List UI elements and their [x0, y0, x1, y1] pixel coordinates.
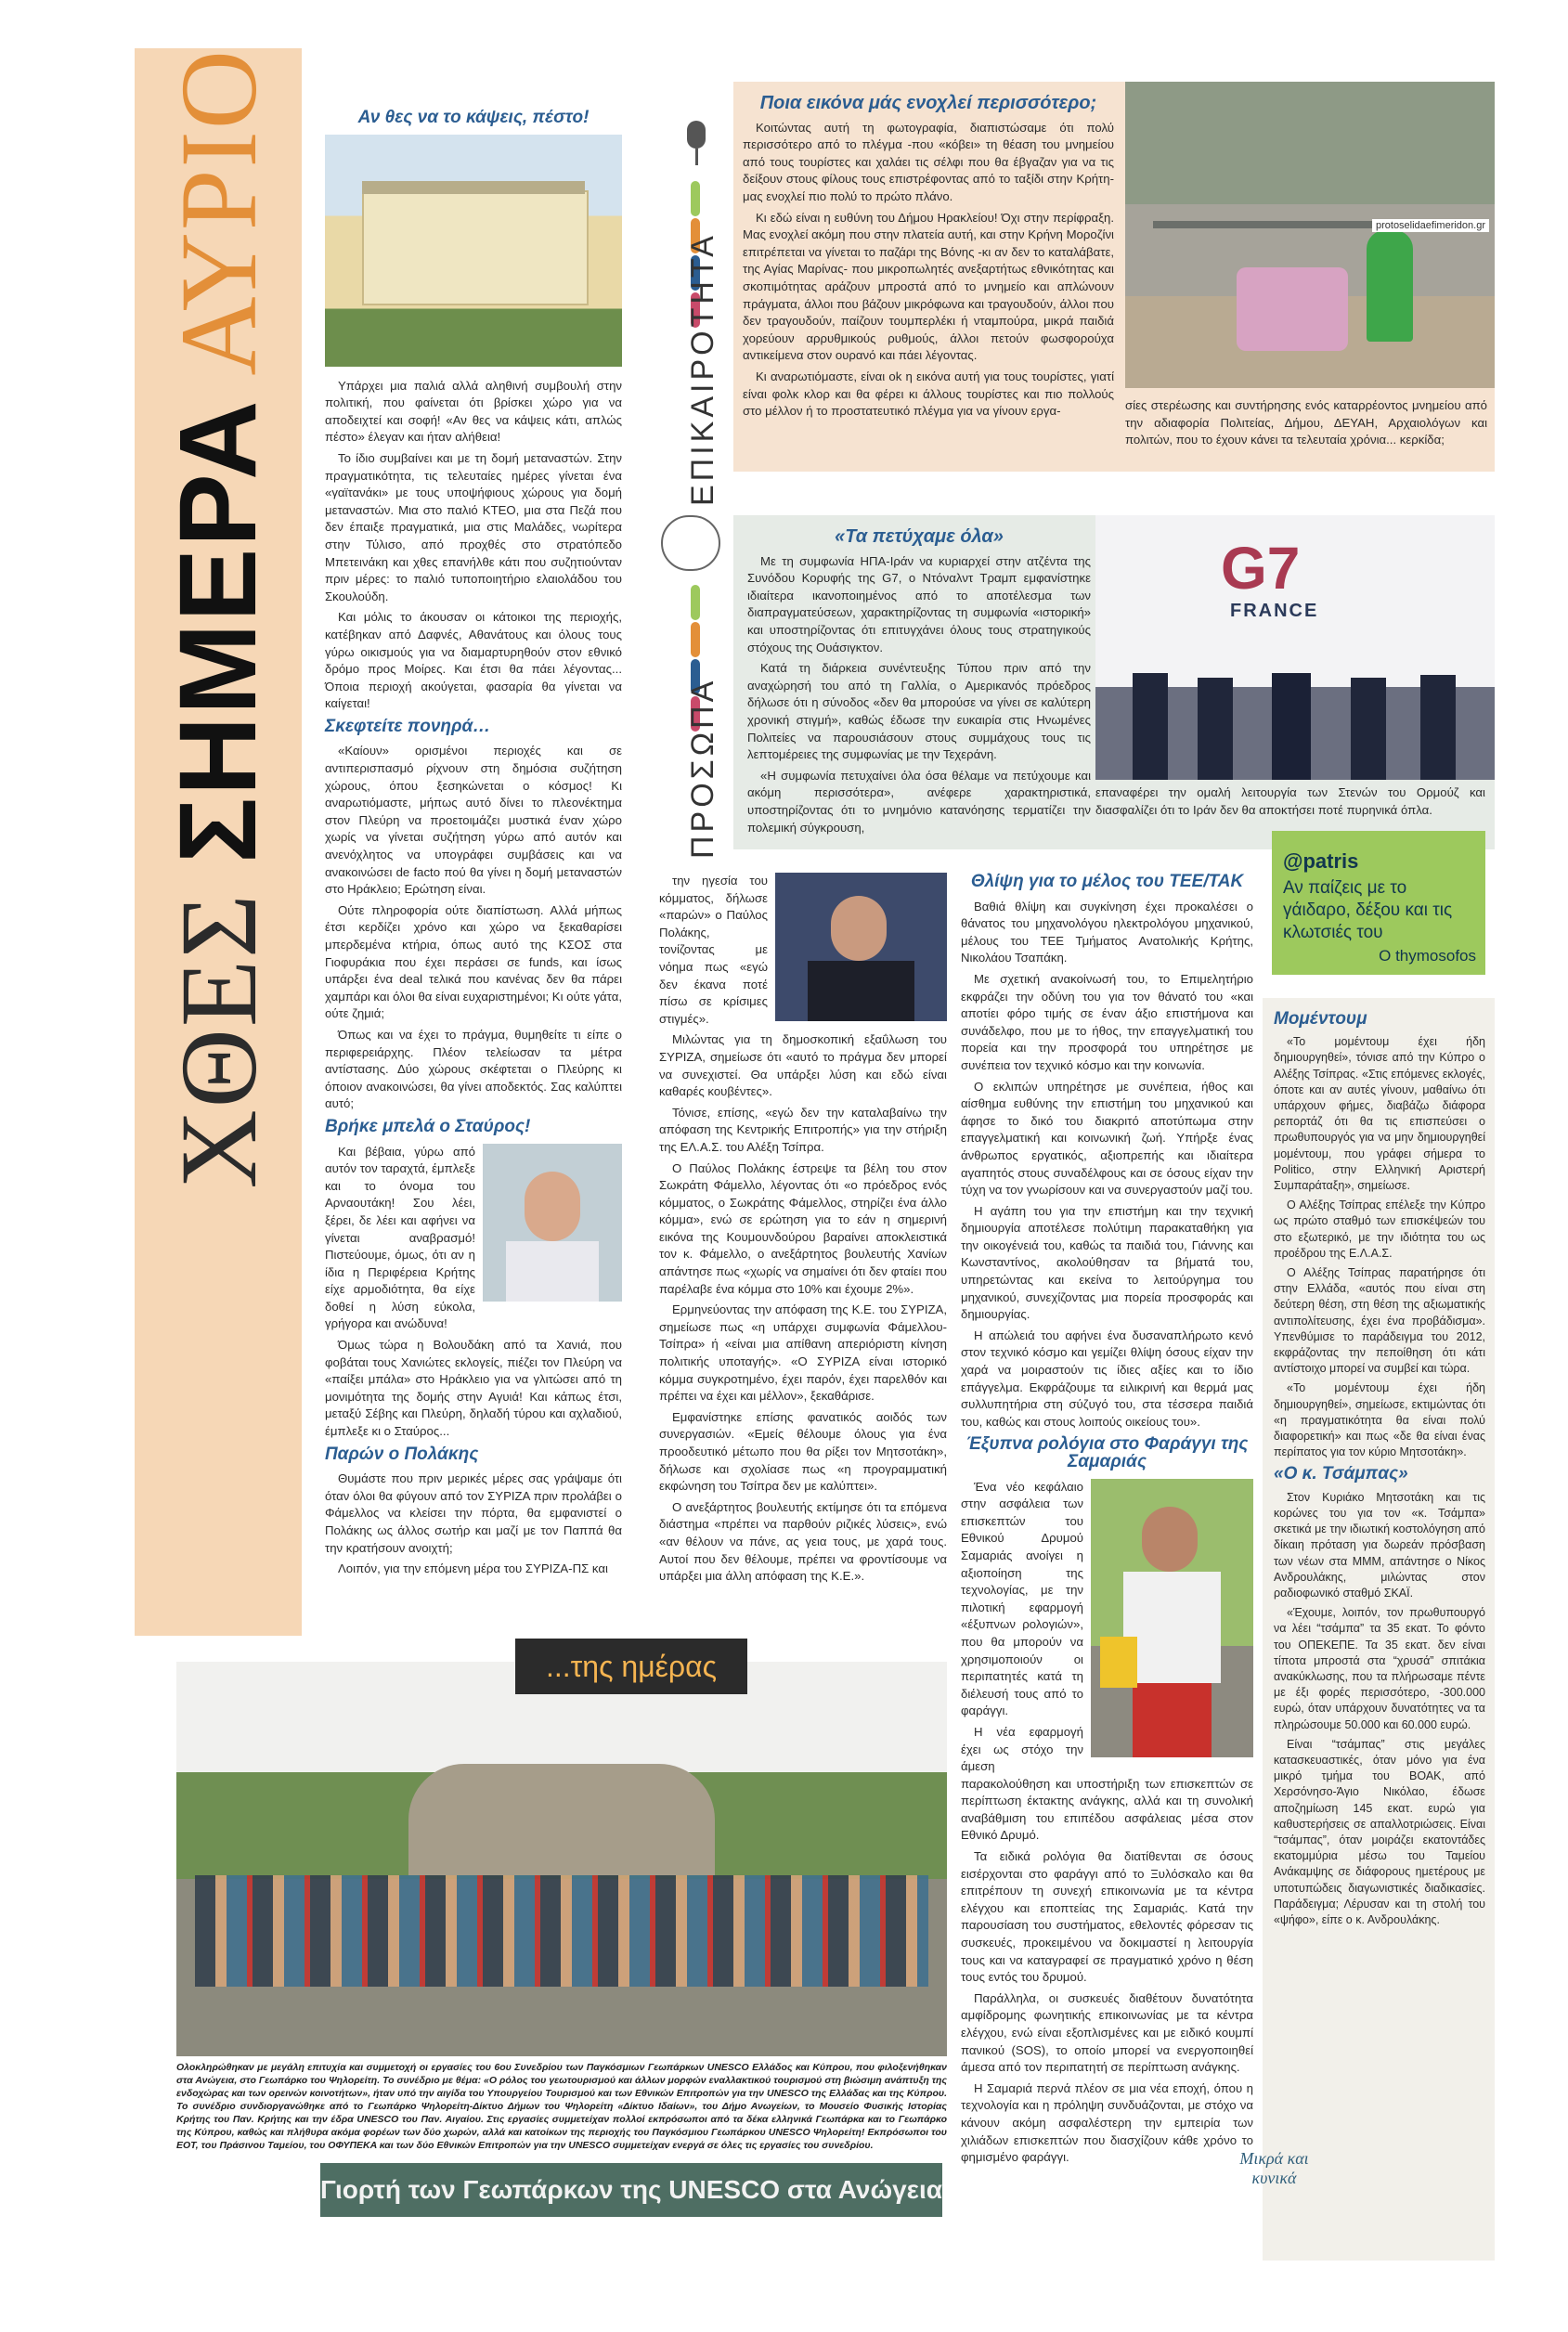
patris-signature: Ο thymosofos — [1379, 947, 1476, 965]
paragraph: «Καίουν» ορισμένοι περιοχές και σε αντιπερισπασμό ρίχνουν στη δημόσια συζήτηση χώρους, όπου ξεσηκώνεται ο κόσμος! Κι αναρωτιόμαστε, μήπως αυτό δίνει το πλεονέκτημα στον Πλεύρη να προετοιμάζει μυστικά έναν χώρο χωρίς να γίνεται συζήτηση γύρω από αυτόν και ανενόχλητος να υπογράφει συμβάσεις και να ανακοινώσει de facto πού θα γίνει η δομή μεταναστών στο Ηράκλειο; Ερώτηση είναι. — [325, 744, 622, 897]
paragraph: Ο εκλιπών υπηρέτησε με συνέπεια, ήθος και αίσθημα ευθύνης την επιστήμη του μηχανικού και άφησε το δικό του διακριτό αποτύπωμα στην επαγγελματική και κοινωνική ζωή. Υπήρξε ένας άνθρωπος εργατικός, αξιοπρεπής και ιδιαίτερα αγαπητός στους συναδέλφους και σε όσους είχαν την τύχη να τον γνωρίσουν και να συνεργαστούν μαζί του. — [961, 1079, 1253, 1198]
paragraph: Με σχετική ανακοίνωσή του, το Επιμελητήριο εκφράζει την οδύνη του για τον θάνατό του «και αποτίει φόρο τιμής σε έναν άξιο επιστήμονα και συνάδελφο, που με το ήθος, την επαγγελματική του πορεία και την προσφορά του υπηρέτησε με συνέπεια τον τεχνικό κόσμο και την κοινωνία. — [961, 971, 1253, 1072]
section-label-epikairotita — [659, 79, 733, 506]
headline-polakis: Παρών ο Πολάκης — [325, 1444, 479, 1464]
headline-tee: Θλίψη για το μέλος του ΤΕΕ/ΤΑΚ — [970, 872, 1244, 891]
headline-tsampas: «Ο κ. Τσάμπας» — [1274, 1464, 1408, 1484]
paragraph: Λοιπόν, για την επόμενη μέρα του ΣΥΡΙΖΑ-ΠΣ και — [338, 1561, 608, 1576]
label-prosopa: ΠΡΟΣΩΠΑ — [685, 677, 720, 859]
column-tee-samaria — [961, 868, 1253, 2251]
paragraph: «Η συμφωνία πετυχαίνει όλα όσα θέλαμε να πετύχουμε και ακόμη περισσότερα», ανέφερε χαρακτηριστικά, υποστηρίζοντας ότι το μνημόνιο κατανόησης τερματίζει την πολεμική σύγκρουση, — [747, 768, 1091, 835]
photo-caption: Ολοκληρώθηκαν με μεγάλη επιτυχία και συμμετοχή οι εργασίες του 6ου Συνεδρίου των Παγκόσμιων Γεωπάρκων UNESCO Ελλάδος και Κύπρου, που φιλοξενήθηκαν στα Ανώγεια, στο Γεωπάρκο του Ψηλορείτη. Το συνέδριο με θέμα: «Ο ρόλος του γεωτουρισμού και άλλων μορφών εναλλακτικού τουρισμού στη βιώσιμη ανάπτυξη της ενδοχώρας και των ορεινών κοινοτήτων», ήταν υπό την αιγίδα του Υπουργείου Τουρισμού και των Εθνικών Επιτροπών για την UNESCO της Ελλάδας και της Κύπρου. Το συνέδριο συνδιοργανώθηκε από το Γεωπάρκο Ψηλορείτη-Δίκτυο Δήμων του Ψηλορείτη «Δίκτυο Ιδαίων», του Δήμο Ανωγείων, το Μουσείο Φυσικής Ιστορίας Κρήτης του Παν. Κρήτης και την έδρα UNESCO του Παν. Αιγαίου. Στις εργασίες συμμετείχαν πολλοί εκπρόσωποι από τα δέκα ελληνικά Γεωπάρκα και το Γεωπάρκο της Κύπρου, καθώς και πλήθυρα ακόμα φορέων των δύο χωρών, αλλά και κατοίκων της περιοχής του Παγκόσμιου Γεωπάρκου UNESCO Ψηλορείτη! Εκπρόσωποι του ΕΟΤ, του Πράσινου Ταμείου, του ΟΦΥΠΕΚΑ και των δύο Εθνικών Επιτροπών για την UNESCO συμμετείχαν ενεργά σε όλες τις εργασίες του συνεδρίου. — [176, 2062, 947, 2151]
paragraph: Είναι “τσάμπας” στις μεγάλες κατασκευαστικές, όταν μόνο για ένα μικρό τμήμα του ΒΟΑΚ, από Χερσόνησο-Άγιο Νικόλαο, έδωσε αποζημίωση 145 εκατ. ευρώ για καθυστερήσεις σε απαλλοτριώσεις. Είναι “τσάμπας”, όταν μοιράζει εκατοντάδες εκατομμύρια μέσω του Ταμείου Ανάκαμψης σε διάφορους ημετέρους με υποτυπώδεις διαγωνιστικές διαδικασίες. Παράδειγμα; Λέρυσαν και τη στολή του «ψήφο», είπε ο κ. Ανδρουλάκης. — [1274, 1737, 1485, 1926]
paragraph: Η νέα εφαρμογή έχει ως στόχο την άμεση παρακολούθηση και υποστήριξη των επισκεπτών σε περίπτωση έκτακτης ανάγκης, αλλά και τη συνολική αναβάθμιση του επιπέδου ασφάλειας μέσα στον Εθνικό Δρυμό. — [961, 1724, 1253, 1843]
paragraph: «Το μομέντουμ έχει ήδη δημιουργηθεί», σημείωσε, εκτιμώντας ότι «η πραγματικότητα θα είναι πολύ διαφορετική» και πως «δε θα είναι ένας περίπατος για τον κύριο Μητσοτάκη». — [1274, 1381, 1485, 1459]
headline-stavros: Βρήκε μπελά ο Σταύρος! — [325, 1116, 531, 1136]
headline-poniira: Σκεφτείτε πονηρά… — [325, 716, 491, 736]
geopark-group-photo — [176, 1662, 947, 2056]
headline-momentum: Μομέντουμ — [1274, 1009, 1367, 1029]
paragraph: Όπως και να έχει το πράγμα, θυμηθείτε τι είπε ο περιφερειάρχης. Πλέον τελείωσαν τα μέτρα αντίστασης. Δύο χώρους σκέφτεται ο Πλεύρης κι όποιον ανακοινώσει, θα γίνει αποδεκτός. Σας καλύπτει αυτό; — [325, 1027, 622, 1111]
column-momentum — [1274, 1005, 1485, 2166]
paragraph: Κοιτώντας αυτή τη φωτογραφία, διαπιστώσαμε ότι πολύ περισσότερο από το πλέγμα -που «κόβει» τη θέαση του μνημείου από τους τουρίστες και χαλάει τις σέλφι που θα έβγαζαν για να τις δείξουν στους φίλους τους επιστρέφοντας από το ταξίδι στην Κρήτη- μας ενοχλεί πιο πολύ το πρώτο πλάνο. — [743, 120, 1114, 203]
paragraph: Κατά τη διάρκεια συνέντευξης Τύπου πριν από την αναχώρησή του από τη Γαλλία, ο Αμερικανός πρόεδρος δήλωσε ότι η σύνοδος «δεν θα μπορούσε να γίνει σε καλύτερη χρονική στιγμή», καθώς έδωσε την ευκαιρία στις Ηνωμένες Πολιτείες να παρουσιάσουν στους συμμάχους τους τις λεπτομέρειες της συμφωνίας με την Τεχεράνη. — [747, 661, 1091, 762]
paragraph: Μιλώντας για τη δημοσκοπική εξαΰλωση του ΣΥΡΙΖΑ, σημείωσε ότι «αυτό το πράγμα δεν μπορεί να συνεχιστεί. Θα υπάρξει λύση και εδώ είναι καθαρές κουβέντες». — [659, 1032, 947, 1099]
banner-title — [135, 48, 302, 1636]
patris-quote: Αν παίζεις με το γάιδαρο, δέξου και τις κλωτσιές του — [1283, 878, 1453, 942]
paragraph: Παράλληλα, οι συσκευές διαθέτουν δυνατότητα αμφίδρομης φωνητικής επικοινωνίας με τα κέντρα ελέγχου, ενώ είναι εξοπλισμένες και με ειδικό κουμπί πανικού (SOS), το οποίο μπορεί να ενεργοποιηθεί άμεσα από τον περιπατητή σε περίπτωση ανάγκης. — [961, 1990, 1253, 2075]
watermark: protoselidaefimeridon.gr — [1372, 219, 1489, 232]
banner-word-1: ΧΘΕΣ — [157, 862, 279, 1189]
paragraph: Η απώλειά του αφήνει ένα δυσαναπλήρωτο κενό στον τεχνικό κόσμο και γεμίζει θλίψη όσους είχαν την χαρά να μοιραστούν τις ίδιες αξίες και το ίδιο επάγγελμα. Εκφράζουμε τα ειλικρινή και θερμά μας συλλυπητήρια στη σύζυγό του, στα τέσσερα παιδιά του, καθώς και στους λοιπούς οικείους του». — [961, 1328, 1253, 1429]
paragraph: την ηγεσία του κόμματος, δήλωσε «παρών» ο Παύλος Πολάκης, τονίζοντας με νόημα πως «εγώ δεν έκανα ποτέ πίσω σε κρίσιμες στιγμές». — [659, 874, 768, 1026]
headline-samaria: Έξυπνα ρολόγια στο Φαράγγι της Σαμαριάς — [965, 1434, 1249, 1471]
patris-handle: @patris — [1283, 849, 1359, 873]
samaria-photo — [1091, 1479, 1253, 1757]
mikra-kynika-logo: Μικρά και κυνικά — [1239, 2149, 1309, 2187]
paragraph: Τόνισε, επίσης, «εγώ δεν την καταλαβαίνω την απόφαση της Κεντρικής Επιτροπής» για την στήριξη της ΕΛ.Α.Σ. του Αλέξη Τσίπρα. — [659, 1105, 947, 1154]
paragraph: Κι εδώ είναι η ευθύνη του Δήμου Ηρακλείου! Όχι στην περίφραξη. Μας ενοχλεί ακόμη που στην πλατεία αυτή, και στην Κρήνη Μοροζίνι επιτρέπεται να γίνεται το παζάρι της Βόνης -κι αν δεν το καταλάβατε, της Αγίας Μαρίνας- που μικροπωλητές ανεξαρτήτως εθνικότητας και σκοπιμότητας αράζουν μπροστά από το μνημείο και απλώνουν πράγματα, άλλοι που βάζουν μικρόφωνα και τραγουδούν, άλλοι που δεν τραγουδούν, παίζουν τουμπερλέκι ή νταμπούρα, μικρά παιδιά χορεύουν αρρυθμικούς ρυθμούς, άλλοι πετούν φωσφορούχα αντικείμενα στον ουρανό και πάει λέγοντας. — [743, 210, 1114, 363]
headline-kapseis: Αν θες να το κάψεις, πέστο! — [357, 108, 590, 127]
stavros-photo — [483, 1144, 622, 1302]
paragraph: Και βέβαια, γύρω από αυτόν τον ταραχτά, έμπλεξε και το όνομα του Αρναουτάκη! Σου λέει, ξέρει, δε λέει και αφήνει να γίνεται αναβρασμό! Πιστεύουμε, όμως, ότι αν η ίδια η Περιφέρεια Κρήτης είχε αρμοδιότητα, θα είχε δοθεί η λύση εύκολα, γρήγορα και ανώδυνα! — [325, 1144, 475, 1331]
paragraph: Ο Αλέξης Τσίπρας επέλεξε την Κύπρο ως πρώτο σταθμό των επισκέψεών του στο εξωτερικό, με την ιδιότητα του ως προέδρου της Ε.Λ.Α.Σ. — [1274, 1198, 1485, 1260]
paragraph: Υπάρχει μια παλιά αλλά αληθινή συμβουλή στην πολιτική, που φαίνεται ότι βρίσκει χώρο για να αποδειχτεί και σοφή! «Αν θες να κάψεις κάτι, απλώς πέστο» έλεγαν και ήταν αλήθεια! — [325, 378, 622, 445]
g7-subtitle: FRANCE — [1230, 601, 1319, 621]
paragraph: Και μόλις το άκουσαν οι κάτοικοι της περιοχής, κατέβηκαν από Δαφνές, Αθανάτους και όλους τους γύρω οικισμούς για να διαμαρτυρηθούν στον εθνικό δρόμο προς Μοίρες. Και έτσι θα πάει λέγοντας... Όποια περιοχή ακούγεται, φασαρία θα γίνεται να καίγεται! — [325, 610, 622, 711]
headline-petyxame: «Τα πετύχαμε όλα» — [835, 526, 1004, 547]
paragraph: Θυμάστε που πριν μερικές μέρες σας γράψαμε ότι όταν όλοι θα φύγουν από τον ΣΥΡΙΖΑ πριν προλάβει ο Φάμελλος να κλείσει την πόρτα, θα εμφανιστεί ο Πολάκης ως άλλος σωτήρ και μαζί με τον Παππά θα την κρατήσουν ανοιχτή; — [325, 1471, 622, 1555]
polakis-photo — [775, 873, 947, 1021]
prosopa-text — [747, 523, 1091, 838]
paragraph: Με τη συμφωνία ΗΠΑ-Ιράν να κυριαρχεί στην ατζέντα της Συνόδου Κορυφής της G7, ο Ντόναλντ Τραμπ εμφανίστηκε ιδιαίτερα ικανοποιημένος από το αποτέλεσμα των διαπραγματεύσεων, χαρακτηρίζοντας τη συμφωνία «ιστορική» και υποστηρίζοντας ότι επιτυγχάνει όλους τους στρατηγικούς στόχους της Ουάσιγκτον. — [747, 553, 1091, 654]
paragraph: Ο ανεξάρτητος βουλευτής εκτίμησε ότι τα επόμενα διάστημα «πρέπει να παρθούν ριζικές λύσεις», ενώ «αν θέλουν να πάνε, ας γεια τους, με χαρά τους. Αυτοί που δεν θέλουμε, πρέπει να φροντίσουμε να υπάρξει μια άλλη απόφαση της Κ.Ε.». — [659, 1499, 947, 1584]
paragraph: Στον Κυριάκο Μητσοτάκη και τις κορώνες του για τον «κ. Τσάμπα» σκετικά με την ιδιωτική κοστολόγηση από δίκαιη πρόταση για δωρεάν πρόσβαση των νέων στα ΜΜΜ, απάντησε ο Νίκος Ανδρουλάκης, μιλώντας στον ραδιοφωνικό σταθμό ΣΚΑΪ. — [1274, 1490, 1485, 1600]
paragraph: Ερμηνεύοντας την απόφαση της Κ.Ε. του ΣΥΡΙΖΑ, σημείωσε πως «η υπάρχει συμφωνία Φάμελλου-Τσίπρα» ή «είναι μια απίθανη απεριόριστη κίνηση πολιτικής υποταγής». «Ο ΣΥΡΙΖΑ είναι ιστορικό κόμμα συγκροτημένο, έχει παρόν, έχει παρελθόν και πρέπει να έχει και μέλλον», ξεκαθάρισε. — [659, 1302, 947, 1404]
paragraph: Όμως τώρα η Βολουδάκη από τα Χανιά, που φοβάται τους Χανιώτες εκλογείς, πιέζει τον Πλεύρη να «παίξει μπάλα» στο Ηράκλειο για να γλιτώσει από τη μονιμότητα της δομής στην Αγυιά! Και κάπως έτσι, μεταξύ Σέβης και Πλεύρη, δηλαδή τύρου και αχλαδιού, έμπλεξε κι ο Σταύρος... — [325, 1338, 622, 1439]
epikairotita-text-tail — [1125, 397, 1487, 472]
paragraph: Ούτε πληροφορία ούτε διαπίστωση. Αλλά μήπως έτσι κερδίζει χρόνο και χώρο να ξεκαθαρίσει μπερδεμένα κτήρια, όπως αυτό της ΚΣΟΣ στα Γιοφυράκια που έχει περάσει σε funds, και ίσως υπάρξει ένα deal τελικά που κανένας δεν θα πάρει χαμπάρι και όλοι θα είναι ευχαριστημένοι; Κι ούτε γάτα, ούτε ζημιά; — [325, 902, 622, 1021]
paragraph: Ένα νέο κεφάλαιο στην ασφάλεια των επισκεπτών του Εθνικού Δρυμού Σαμαριάς ανοίγει η αξιοποίηση της τεχνολογίας, με την πιλοτική εφαρμογή «έξυπνων ρολογιών», που θα μπορούν να χρησιμοποιούν οι περιπατητές κατά τη διέλευσή τους από το φαράγγι. — [961, 1479, 1083, 1718]
paragraph: Η Σαμαριά περνά πλέον σε μια νέα εποχή, όπου η τεχνολογία και η πρόληψη συνδυάζονται, με στόχο να κάνουν ακόμη ασφαλέστερη την εμπειρία των χιλιάδων επισκεπτών που διασχίζουν κάθε χρόνο το φημισμένο φαράγγι. — [961, 2080, 1253, 2165]
column-left — [325, 104, 622, 1608]
paragraph: Βαθιά θλίψη και συγκίνηση έχει προκαλέσει ο θάνατος του μηχανολόγου ηλεκτρολόγου μηχανικού, μέλους του ΤΕΕ Τμήματος Ανατολικής Κρήτης, Νικολάου Τσαπάκη. — [961, 899, 1253, 965]
paragraph: Ο Αλέξης Τσίπρας παρατήρησε ότι στην Ελλάδα, «αυτός που είναι στη δεύτερη θέση, στη θέση της αξιωματικής αντιπολίτευσης, έχει ένα προβάδισμα». Υπενθύμισε το παράδειγμα του 2012, εκφράζοντας την πεποίθηση ότι κάτι αντίστοιχο μπορεί να συμβεί και τώρα. — [1274, 1266, 1485, 1376]
paragraph: Το ίδιο συμβαίνει και με τη δομή μεταναστών. Στην πραγματικότητα, τις τελευταίες ημέρες γίνεται ένα «γαϊτανάκι» με τους υποψήφιους χώρους για δομή μεταναστών. Μια στο παλιό ΚΤΕΟ, μια στα Πεζά που δεν έπαιξε πραγματικά, μια στις Μαλάδες, νωρίτερα στην Τύλισο, από προχθές στο στρατόπεδο Μπετεινάκη και χθες επανήλθε κάτι που συζητιούνταν πριν μέρες: το παλιό τυποποιητήριο ελαιολάδου του Σκουλούδη. — [325, 450, 622, 603]
patris-quote-box — [1272, 831, 1485, 975]
geopark-footer-title: Γιορτή των Γεωπάρκων της UNESCO στα Ανώγεια — [320, 2163, 942, 2217]
label-epikairotita: ΕΠΙΚΑΙΡΟΤΗΤΑ — [685, 232, 720, 506]
column-polakis — [659, 873, 947, 1606]
building-photo — [325, 135, 622, 367]
paragraph: σίες στερέωσης και συντήρησης ενός καταρρέοντος μνημείου από την αδιαφορία Πολιτείας, Δήμου, ΔΕΥΑΗ, Αρχαιολόγων και πολιτών, που το έχουν κάνει τα τελευταία χρόνια... κερκίδα; — [1125, 398, 1487, 447]
of-the-day-label: ...της ημέρας — [515, 1639, 747, 1694]
g7-logo: G7 — [1221, 535, 1301, 602]
square-photo — [1125, 82, 1495, 388]
banner-word-2: ΣΗΜΕΡΑ — [156, 398, 279, 863]
paragraph: Εμφανίστηκε επίσης φανατικός αοιδός των συνεργασιών. «Εμείς θέλουμε όλους για ένα προοδευτικό μέτωπο που θα ρίξει τον Μητσοτάκη», δήλωσε και σχολίασε πως «η προγραμματική εκφώνηση του Τσίπρα δεν με καλύπτει». — [659, 1409, 947, 1494]
paragraph: «Το μομέντουμ έχει ήδη δημιουργηθεί», τόνισε από την Κύπρο ο Αλέξης Τσίπρας. «Στις επόμενες εκλογές, όποτε και αν αυτές γίνουν, μαθαίνω ότι υπάρχουν φήμες, διαβάζω διάφορα ρεπορτάζ ότι θα τις επισπεύσει ο πρωθυπουργός για να μην δημιουργηθεί μομέντουμ, που γράφει σήμερα το Politico, στην Ελληνική Αριστερή Συμπαράταξη», σημείωσε. — [1274, 1035, 1485, 1193]
headline-eikona: Ποια εικόνα μάς ενοχλεί περισσότερο; — [759, 93, 1097, 113]
face-sketch-icon — [661, 515, 720, 571]
paragraph: «Έχουμε, λοιπόν, τον πρωθυπουργό να λέει “τσάμπα” τα 35 εκατ. Το φόντο του ΟΠΕΚΕΠΕ. Τα 35 εκατ. δεν είναι τίποτα μπροστά στα “χρυσά” σπιτάκια ανακύκλωσης, που τα πλήρωσαμε πέντε με έξι φορές περισσότερο, -300.000 ευρώ, όταν υπάρχουν δυνατότητες να τα πληρώσουμε 50.000 και 60.000 ευρώ. — [1274, 1606, 1485, 1731]
epikairotita-text — [743, 89, 1114, 470]
paragraph: Κι αναρωτιόμαστε, είναι ok η εικόνα αυτή για τους τουρίστες, γιατί είναι φολκ κλορ και θα φέρει κι άλλους τουρίστες και πιο πολλούς στο μέλλον ή το προστατευτικό πλέγμα για να γίνουν εργα- — [743, 369, 1114, 419]
paragraph: Η αγάπη του για την επιστήμη και την τεχνική δημιουργία αποτέλεσε πολύτιμη παρακαταθήκη για την οικογένειά του, καθώς τα παιδιά του, Γιάννης και Κωνσταντίνος, ακολούθησαν τα βήματά του, υπηρετώντας και εκείνα το λειτούργημα του μηχανικού, συνεχίζοντας μια πορεία προσφοράς και δημιουργίας. — [961, 1203, 1253, 1322]
microphone-icon — [687, 121, 711, 167]
paragraph: Τα ειδικά ρολόγια θα διατίθενται σε όσους εισέρχονται στο φαράγγι από το Ξυλόσκαλο και θα επιτρέπουν τη συνεχή επικοινωνία με τα κέντρα ελέγχου και εποπτείας της Σαμαριάς. Κατά την παρουσίαση του συστήματος, εθελοντές φόρεσαν τις συσκευές, προκειμένου να δοκιμαστεί η λειτουργία τους και να καταγραφεί σε πραγματικό χρόνο η θέση τους εντός του δρυμού. — [961, 1849, 1253, 1985]
section-label-prosopa — [650, 515, 733, 859]
g7-photo — [1095, 515, 1495, 780]
section-banner — [135, 48, 302, 1636]
paragraph: επαναφέρει την ομαλή λειτουργία των Στενών του Ορμούζ και διασφαλίζει ότι το Ιράν δεν θα αποκτήσει ποτέ πυρηνικά όπλα. — [1095, 785, 1485, 817]
banner-word-3: ΑΥΡΙΟ — [157, 48, 279, 399]
paragraph: Ο Παύλος Πολάκης έστρεψε τα βέλη του στον Σωκράτη Φάμελλο, λέγοντας ότι «ο πρόεδρος ενός κόμματος, ο Σωκράτης Φάμελλος, στηρίζει ένα άλλο κόμμα», ενώ σε ερώτηση για το εάν η σημερινή εικόνα της Κουμουνδούρου βαραίνει αποκλειστικά τον κ. Φάμελλο, ο ανεξάρτητος βουλευτής Χανίων απάντησε πως «χωρίς να σημαίνει ότι δεν φταίει που παρέλαβε ένα κόμμα στο 10% και έχουμε 2%». — [659, 1160, 947, 1296]
